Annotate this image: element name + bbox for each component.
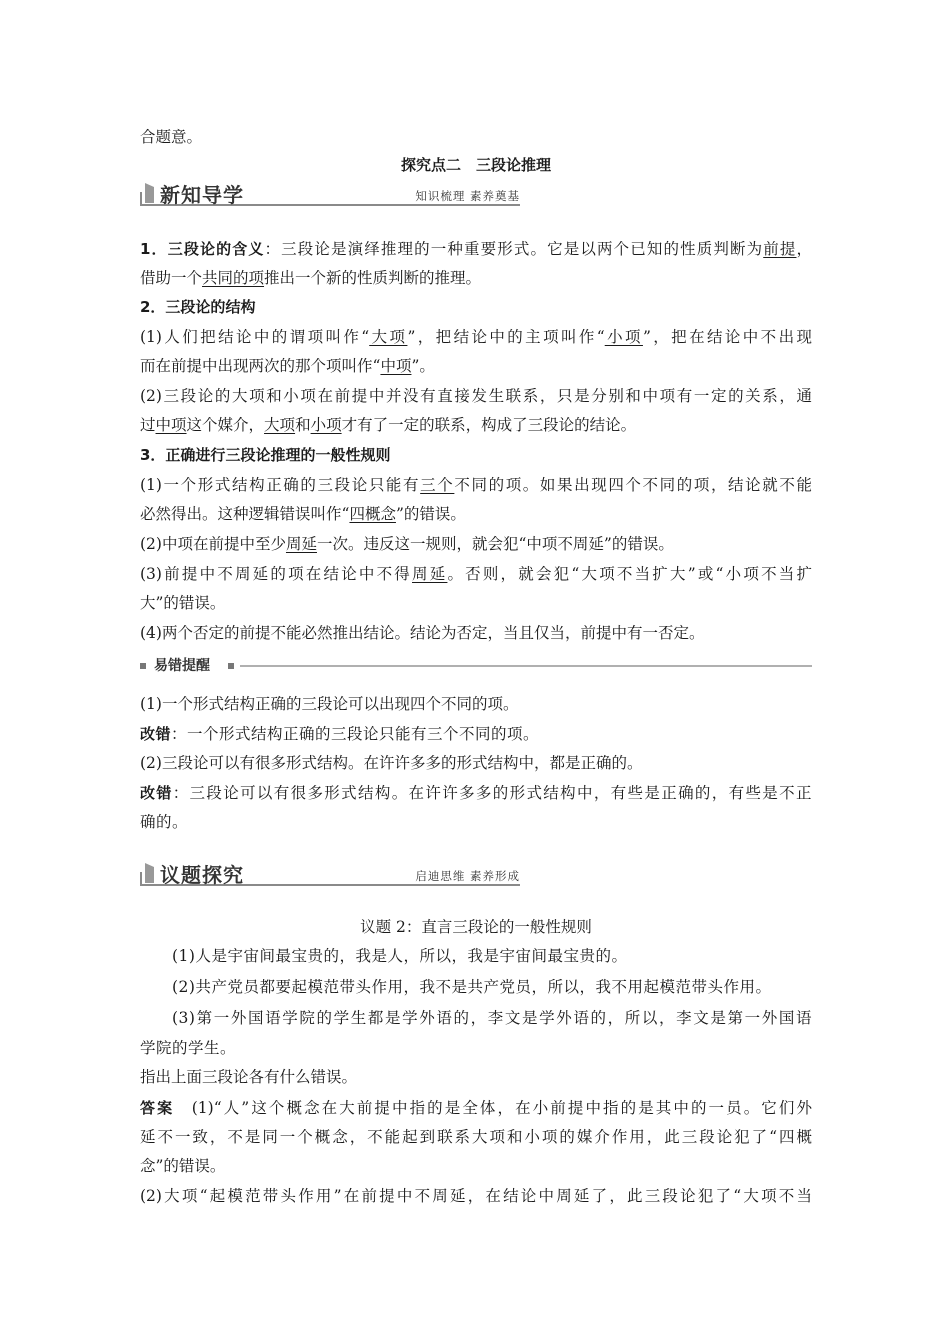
topic-title: 议题 2：直言三段论的一般性规则 <box>360 918 592 936</box>
warning-item-1: (1)一个形式结构正确的三段论可以出现四个不同的项。 <box>140 695 519 713</box>
para-3-3-line-1: (3)前提中不周延的项在结论中不得周延。否则，就会犯“大项不当扩大”或“小项不当扩 <box>140 565 812 583</box>
para-3-heading: 3．正确进行三段论推理的一般性规则 <box>140 446 391 464</box>
banner-tick <box>140 192 142 206</box>
para-2-heading: 2．三段论的结构 <box>140 298 256 316</box>
question-3-line-2: 学院的学生。 <box>140 1039 237 1057</box>
banner-flag-icon <box>145 183 154 203</box>
warning-square-icon <box>228 663 234 669</box>
answer-label: 答案 <box>140 1099 175 1117</box>
para-3-3-line-2: 大”的错误。 <box>140 594 226 612</box>
warning-divider <box>140 656 812 676</box>
banner-topic-inquiry <box>140 860 520 886</box>
banner-tick <box>140 872 142 886</box>
question-2: (2)共产党员都要起模范带头作用，我不是共产党员，所以，我不用起模范带头作用。 <box>172 978 772 996</box>
banner-new-knowledge <box>140 180 520 206</box>
warning-item-2: (2)三段论可以有很多形式结构。在许许多多的形式结构中，都是正确的。 <box>140 754 643 772</box>
warning-fix-2-line-2: 确的。 <box>140 813 189 831</box>
warning-fix-1: 改错：一个形式结构正确的三段论只能有三个不同的项。 <box>140 725 540 743</box>
para-2-2-line-1: (2)三段论的大项和小项在前提中并没有直接发生联系，只是分别和中项有一定的关系，通 <box>140 387 812 405</box>
banner-subtitle: 知识梳理 素养奠基 <box>415 189 520 203</box>
para-3-1-line-2: 必然得出。这种逻辑错误叫作“四概念”的错误。 <box>140 505 466 523</box>
question-3-line-1: (3)第一外国语学院的学生都是学外语的，李文是学外语的，所以，李文是第一外国语 <box>172 1009 812 1027</box>
banner-subtitle: 启迪思维 素养形成 <box>415 869 520 883</box>
para-1-line-1: 1．三段论的含义：三段论是演绎推理的一种重要形式。它是以两个已知的性质判断为前提， <box>140 240 812 258</box>
ask-text: 指出上面三段论各有什么错误。 <box>140 1068 358 1086</box>
answer-1-line-1: 答案 (1)“人”这个概念在大前提中指的是全体，在小前提中指的是其中的一员。它们外 <box>140 1099 812 1117</box>
answer-1-line-2: 延不一致，不是同一个概念，不能起到联系大项和小项的媒介作用，此三段论犯了“四概 <box>140 1128 812 1146</box>
para-2-2-line-2: 过中项这个媒介，大项和小项才有了一定的联系，构成了三段论的结论。 <box>140 416 637 434</box>
section-heading: 探究点二 三段论推理 <box>400 156 551 174</box>
answer-1-line-3: 念”的错误。 <box>140 1157 226 1175</box>
para-2-1-line-1: (1)人们把结论中的谓项叫作“大项”，把结论中的主项叫作“小项”，把在结论中不出现 <box>140 328 812 346</box>
banner-title: 新知导学 <box>160 183 244 207</box>
para-3-1-line-1: (1)一个形式结构正确的三段论只能有三个不同的项。如果出现四个不同的项，结论就不能 <box>140 476 812 494</box>
warning-square-icon <box>140 663 146 669</box>
warning-rule <box>240 665 812 667</box>
warning-label: 易错提醒 <box>154 658 210 674</box>
top-text: 合题意。 <box>140 128 203 146</box>
warning-fix-2-line-1: 改错：三段论可以有很多形式结构。在许许多多的形式结构中，有些是正确的，有些是不正 <box>140 784 812 802</box>
answer-2-line-1: (2)大项“起模范带头作用”在前提中不周延，在结论中周延了，此三段论犯了“大项不当 <box>140 1187 812 1205</box>
para-2-1-line-2: 而在前提中出现两次的那个项叫作“中项”。 <box>140 357 435 375</box>
banner-title: 议题探究 <box>160 863 244 887</box>
para-1-line-2: 借助一个共同的项推出一个新的性质判断的推理。 <box>140 269 482 287</box>
banner-flag-icon <box>145 863 154 883</box>
para-3-2: (2)中项在前提中至少周延一次。违反这一规则，就会犯“中项不周延”的错误。 <box>140 535 674 553</box>
para-3-4: (4)两个否定的前提不能必然推出结论。结论为否定，当且仅当，前提中有一否定。 <box>140 624 705 642</box>
question-1: (1)人是宇宙间最宝贵的，我是人，所以，我是宇宙间最宝贵的。 <box>172 947 628 965</box>
